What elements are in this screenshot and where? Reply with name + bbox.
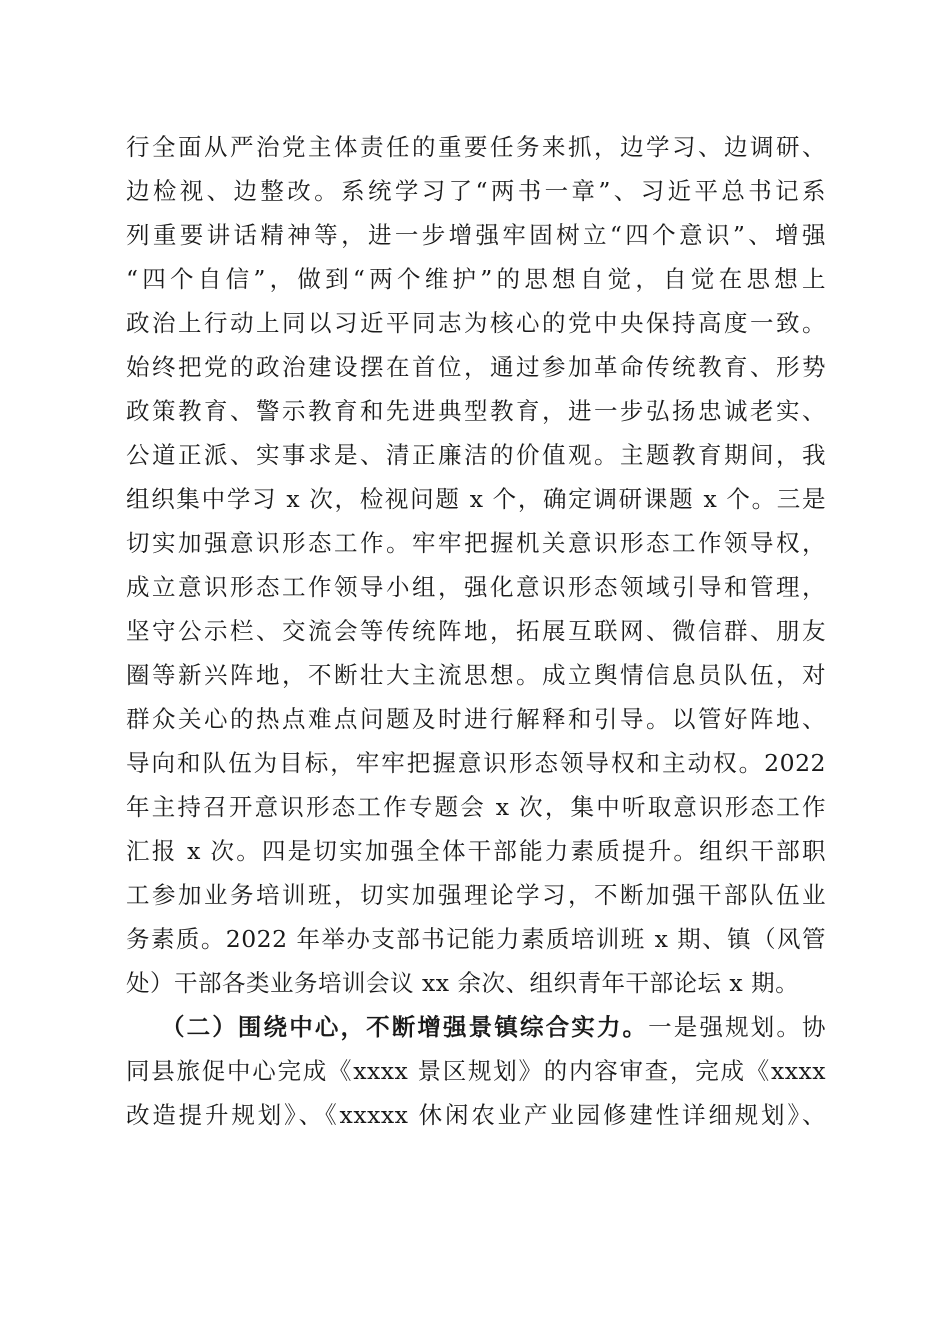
text-line: 组织集中学习 x 次，检视问题 x 个，确定调研课题 x 个。三是 (126, 485, 826, 513)
text-line: 行全面从严治党主体责任的重要任务来抓，边学习、边调研、 (126, 133, 826, 161)
text-line: 汇报 x 次。四是切实加强全体干部能力素质提升。组织干部职 (126, 837, 826, 865)
text-line: 圈等新兴阵地，不断壮大主流思想。成立舆情信息员队伍，对 (126, 661, 826, 689)
body-text (126, 125, 826, 1137)
text-line: 改造提升规划》、《xxxxx 休闲农业产业园修建性详细规划》、 (126, 1101, 826, 1129)
text-line: 务素质。2022 年举办支部书记能力素质培训班 x 期、镇（风管 (126, 925, 826, 953)
text-line: 始终把党的政治建设摆在首位，通过参加革命传统教育、形势 (126, 353, 826, 381)
text-line: 政治上行动上同以习近平同志为核心的党中央保持高度一致。 (126, 309, 826, 337)
text-line: 年主持召开意识形态工作专题会 x 次，集中听取意识形态工作 (126, 793, 826, 821)
text-line: 处）干部各类业务培训会议 xx 余次、组织青年干部论坛 x 期。 (126, 969, 800, 997)
section-heading: （二）围绕中心，不断增强景镇综合实力。 (161, 1013, 649, 1041)
text-line: 政策教育、警示教育和先进典型教育，进一步弘扬忠诚老实、 (126, 397, 826, 425)
section-heading-line (126, 1005, 826, 1049)
heading-line-rest: 一是强规划。协 (648, 1013, 827, 1041)
text-line: 公道正派、实事求是、清正廉洁的价值观。主题教育期间，我 (126, 441, 826, 469)
text-line: 切实加强意识形态工作。牢牢把握机关意识形态工作领导权， (126, 529, 826, 557)
text-line: 导向和队伍为目标，牢牢把握意识形态领导权和主动权。2022 (126, 749, 826, 777)
text-line: 工参加业务培训班，切实加强理论学习，不断加强干部队伍业 (126, 881, 826, 909)
text-line: 列重要讲话精神等，进一步增强牢固树立“四个意识”、增强 (126, 221, 826, 249)
text-line: 边检视、边整改。系统学习了“两书一章”、习近平总书记系 (126, 177, 826, 205)
text-line: 同县旅促中心完成《xxxx 景区规划》的内容审查，完成《xxxx (126, 1057, 826, 1085)
text-line: 坚守公示栏、交流会等传统阵地，拓展互联网、微信群、朋友 (126, 617, 826, 645)
text-line: 群众关心的热点难点问题及时进行解释和引导。以管好阵地、 (126, 705, 826, 733)
text-line: 成立意识形态工作领导小组，强化意识形态领域引导和管理， (126, 573, 826, 601)
text-line: “四个自信”，做到“两个维护”的思想自觉，自觉在思想上 (126, 265, 826, 293)
